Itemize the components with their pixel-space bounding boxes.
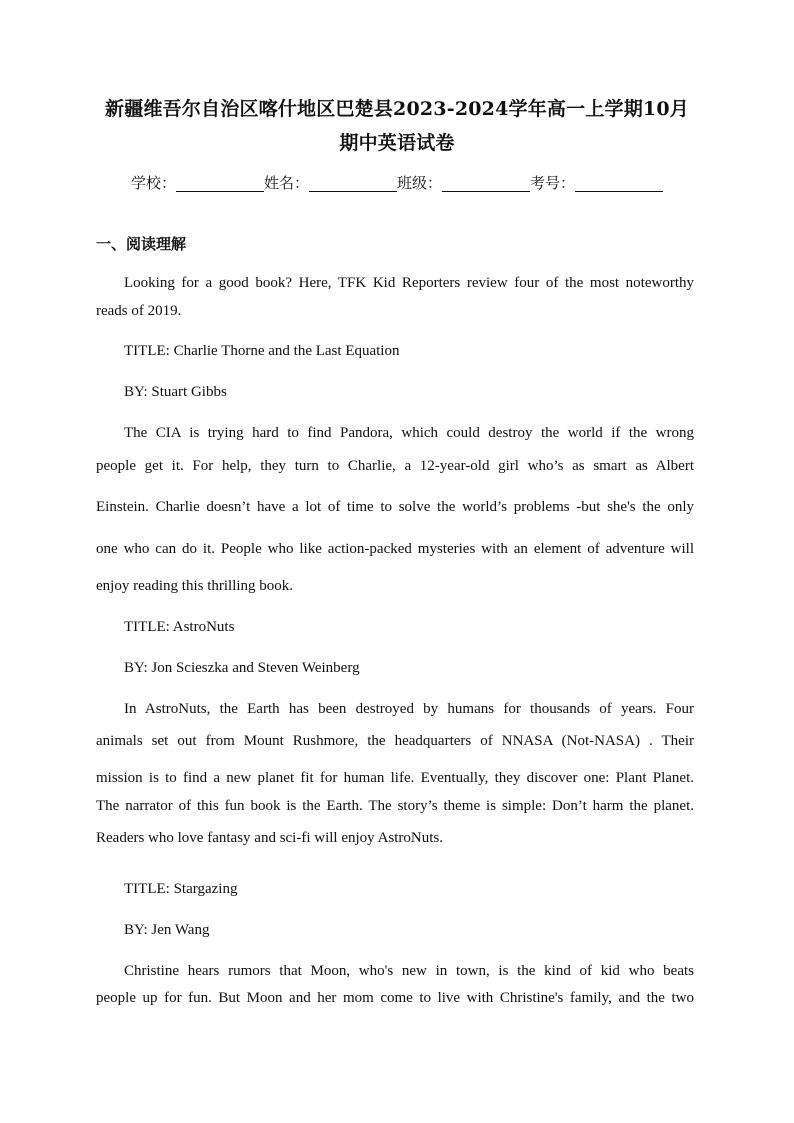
number-label: 考号：	[530, 174, 576, 192]
passage-line: The narrator of this fun book is the Earth. The story’s theme is simple: Don’t harm the planet.	[96, 798, 694, 814]
passage-line: people get it. For help, they turn to Charlie, a 12-year-old girl who’s as smart as Albert	[96, 458, 694, 474]
book-author: BY: Jen Wang	[124, 922, 210, 938]
number-blank[interactable]	[575, 175, 663, 192]
passage-line: enjoy reading this thrilling book.	[96, 578, 294, 594]
passage-line: reads of 2019.	[96, 303, 182, 319]
section-heading: 一、阅读理解	[96, 235, 187, 253]
passage-line: Readers who love fantasy and sci-fi will enjoy AstroNuts.	[96, 830, 444, 846]
passage-line: one who can do it. People who like action-packed mysteries with an element of adventure will	[96, 541, 694, 557]
book-author: BY: Stuart Gibbs	[124, 384, 227, 400]
passage-line: In AstroNuts, the Earth has been destroyed by humans for thousands of years. Four	[124, 701, 694, 717]
student-info-row	[0, 171, 794, 195]
passage-line: The CIA is trying hard to find Pandora, which could destroy the world if the wrong	[124, 425, 694, 441]
passage-line: Looking for a good book? Here, TFK Kid Reporters review four of the most noteworthy	[124, 275, 694, 291]
passage-line: Christine hears rumors that Moon, who's new in town, is the kind of kid who beats	[124, 963, 694, 979]
school-blank[interactable]	[176, 175, 264, 192]
passage-line: mission is to find a new planet fit for human life. Eventually, they discover one: Plant Planet.	[96, 770, 694, 786]
name-blank[interactable]	[309, 175, 397, 192]
book-title: TITLE: Stargazing	[124, 881, 238, 897]
school-label: 学校：	[130, 174, 176, 192]
book-title: TITLE: AstroNuts	[124, 619, 235, 635]
document-title-line-1: 新疆维吾尔自治区喀什地区巴楚县2023-2024学年高一上学期10月	[105, 98, 689, 120]
passage-line: people up for fun. But Moon and her mom come to live with Christine's family, and the two	[96, 990, 694, 1006]
class-blank[interactable]	[442, 175, 530, 192]
book-title: TITLE: Charlie Thorne and the Last Equation	[124, 343, 400, 359]
class-label: 班级：	[397, 174, 443, 192]
passage-line: Einstein. Charlie doesn’t have a lot of time to solve the world’s problems -but she's the only	[96, 499, 694, 515]
name-label: 姓名：	[263, 174, 309, 192]
passage-line: animals set out from Mount Rushmore, the headquarters of NNASA (Not-NASA) . Their	[96, 733, 694, 749]
book-author: BY: Jon Scieszka and Steven Weinberg	[124, 660, 360, 676]
document-title-line-2: 期中英语试卷	[339, 132, 455, 154]
